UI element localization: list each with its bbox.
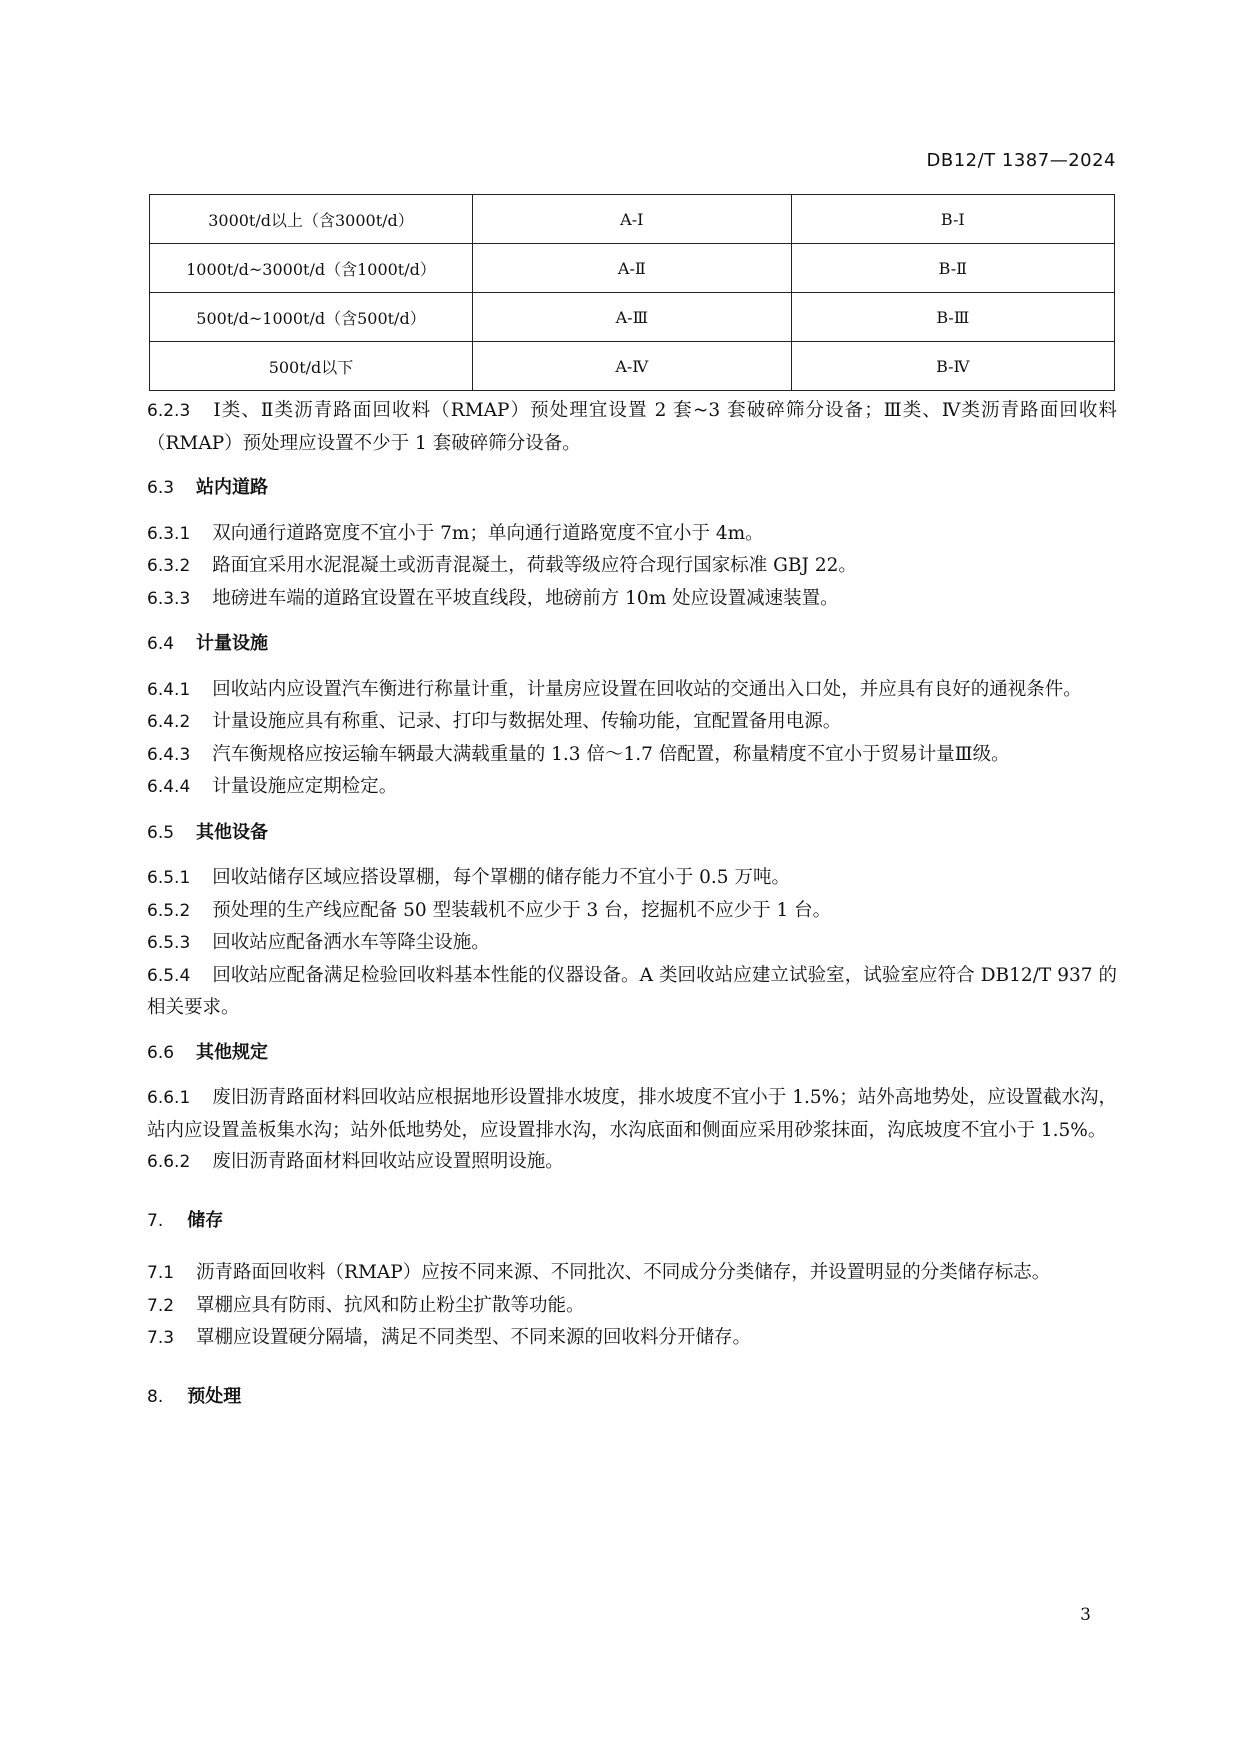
- table-cell: B-Ⅲ: [791, 293, 1114, 342]
- table-cell: A-Ⅱ: [473, 244, 792, 293]
- clause-6-4-4: 6.4.4 计量设施应定期检定。: [147, 776, 398, 797]
- table-row: [150, 293, 1115, 342]
- table-cell: A-Ⅲ: [473, 293, 792, 342]
- clause-6-2-3: 6.2.3 Ⅰ类、Ⅱ类沥青路面回收料（RMAP）预处理宜设置 2 套~3 套破碎筛分设备；Ⅲ类、Ⅳ类沥青路面回收料（RMAP）预处理应设置不少于 1 套破碎筛分设备。: [147, 400, 1117, 454]
- clause-6-5-2: 6.5.2 预处理的生产线应配备 50 型装载机不应少于 3 台，挖掘机不应少于 1 台。: [147, 899, 832, 921]
- clause-6-6-1: 6.6.1 废旧沥青路面材料回收站应根据地形设置排水坡度，排水坡度不宜小于 1.5%；站外高地势处，应设置截水沟，站内应设置盖板集水沟；站外低地势处，应设置排水沟，水沟底面和侧面应采用砂浆抹面，沟底坡度不宜小于 1.5%。: [147, 1087, 1117, 1141]
- clause-7-3: 7.3 罩棚应设置硬分隔墙，满足不同类型、不同来源的回收料分开储存。: [147, 1327, 752, 1348]
- page-number: 3: [1080, 1605, 1091, 1625]
- clause-6-4-3: 6.4.3 汽车衡规格应按运输车辆最大满载重量的 1.3 倍～1.7 倍配置，称量精度不宜小于贸易计量Ⅲ级。: [147, 743, 1010, 765]
- section-heading-6-3: 6.3 站内道路: [147, 477, 269, 498]
- chapter-heading-7: 7. 储存: [147, 1209, 224, 1231]
- section-heading-6-5: 6.5 其他设备: [147, 821, 269, 843]
- clause-6-4-2: 6.4.2 计量设施应具有称重、记录、打印与数据处理、传输功能，宜配置备用电源。: [147, 711, 842, 732]
- table-cell: A-Ⅰ: [473, 195, 792, 244]
- clause-6-5-3: 6.5.3 回收站应配备洒水车等降尘设施。: [147, 932, 490, 953]
- clause-7-1: 7.1 沥青路面回收料（RMAP）应按不同来源、不同批次、不同成分分类储存，并设置明显的分类储存标志。: [147, 1262, 1051, 1283]
- clause-6-6-2: 6.6.2 废旧沥青路面材料回收站应设置照明设施。: [147, 1151, 564, 1172]
- clause-6-3-2: 6.3.2 路面宜采用水泥混凝土或沥青混凝土，荷载等级应符合现行国家标准 GBJ 22。: [147, 555, 857, 576]
- section-heading-6-6: 6.6 其他规定: [147, 1041, 269, 1063]
- table-cell: 3000t/d以上（含3000t/d）: [150, 195, 473, 244]
- clause-6-4-1: 6.4.1 回收站内应设置汽车衡进行称量计重，计量房应设置在回收站的交通出入口处，并应具有良好的通视条件。: [147, 678, 1082, 700]
- table-cell: 1000t/d~3000t/d（含1000t/d）: [150, 244, 473, 293]
- capacity-table: [149, 194, 1115, 391]
- table-cell: B-Ⅱ: [791, 244, 1114, 293]
- document-code: DB12/T 1387—2024: [926, 150, 1116, 171]
- table-cell: A-Ⅳ: [473, 342, 792, 391]
- document-body: [147, 395, 1117, 1433]
- clause-6-3-3: 6.3.3 地磅进车端的道路宜设置在平坡直线段，地磅前方 10m 处应设置减速装置。: [147, 587, 839, 609]
- chapter-heading-8: 8. 预处理: [147, 1385, 242, 1407]
- table-row: [150, 244, 1115, 293]
- table-cell: 500t/d~1000t/d（含500t/d）: [150, 293, 473, 342]
- table-cell: B-Ⅰ: [791, 195, 1114, 244]
- clause-6-3-1: 6.3.1 双向通行道路宽度不宜小于 7m；单向通行道路宽度不宜小于 4m。: [147, 522, 764, 544]
- clause-7-2: 7.2 罩棚应具有防雨、抗风和防止粉尘扩散等功能。: [147, 1294, 585, 1316]
- clause-6-5-1: 6.5.1 回收站储存区域应搭设罩棚，每个罩棚的储存能力不宜小于 0.5 万吨。: [147, 867, 790, 888]
- table-cell: B-Ⅳ: [791, 342, 1114, 391]
- table-cell: 500t/d以下: [150, 342, 473, 391]
- table-row: [150, 342, 1115, 391]
- section-heading-6-4: 6.4 计量设施: [147, 633, 269, 654]
- table-row: [150, 195, 1115, 244]
- clause-6-5-4: 6.5.4 回收站应配备满足检验回收料基本性能的仪器设备。A 类回收站应建立试验室，试验室应符合 DB12/T 937 的相关要求。: [147, 964, 1117, 1018]
